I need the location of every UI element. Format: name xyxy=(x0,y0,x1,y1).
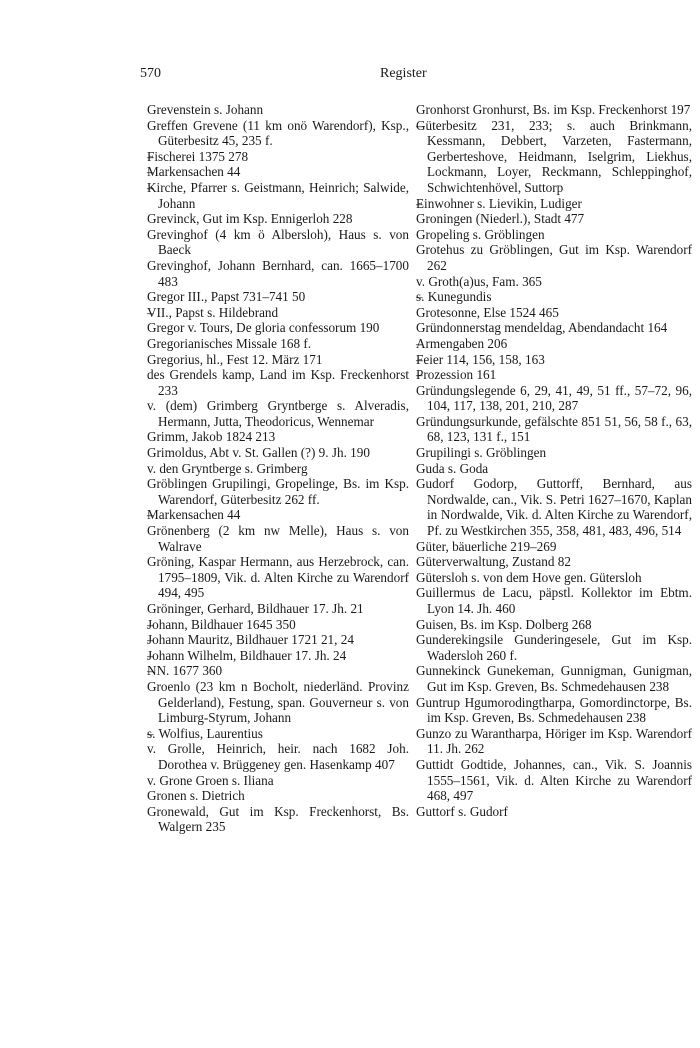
index-subentry: – Armengaben 206 xyxy=(416,336,692,352)
index-entry: Gründonnerstag mendeldag, Abendandacht 164 xyxy=(416,320,668,336)
index-subentry: – Johann Mauritz, Bildhauer 1721 21, 24 xyxy=(147,632,409,648)
index-entry: Gröblingen Grupilingi, Gropelinge, Bs. im Ksp. Warendorf, Güterbesitz 262 ff. xyxy=(147,476,409,507)
index-entry: Gronen s. Dietrich xyxy=(147,788,245,804)
index-entry: Gregor v. Tours, De gloria confessorum 190 xyxy=(147,320,380,336)
index-entry: Gunnekinck Gunekeman, Gunnigman, Gunigman, Gut im Ksp. Greven, Bs. Schmedehausen 238 xyxy=(416,663,692,694)
index-subentry: – Kirche, Pfarrer s. Geistmann, Heinrich; Salwide, Johann xyxy=(147,180,409,211)
index-subentry: – NN. 1677 360 xyxy=(147,663,409,679)
index-entry: Guisen, Bs. im Ksp. Dolberg 268 xyxy=(416,616,592,632)
index-entry: Gronewald, Gut im Ksp. Freckenhorst, Bs. Walgern 235 xyxy=(147,803,409,835)
running-head: Register xyxy=(380,66,427,81)
index-entry: v. Grone Groen s. Iliana xyxy=(147,772,274,788)
index-entry: Groningen (Niederl.), Stadt 477 xyxy=(416,211,585,227)
index-entry: Greffen Grevene (11 km onö Warendorf), Ksp., Güterbesitz 45, 235 f. xyxy=(147,117,409,149)
index-entry: Grimoldus, Abt v. St. Gallen (?) 9. Jh. 190 xyxy=(147,445,370,461)
index-entry: Guillermus de Lacu, päpstl. Kollektor im Ebtm. Lyon 14. Jh. 460 xyxy=(416,585,692,616)
index-entry: v. Groth(a)us, Fam. 365 xyxy=(416,273,542,289)
index-entry: Gregorius, hl., Fest 12. März 171 xyxy=(147,351,323,367)
index-subentry: – Fischerei 1375 278 xyxy=(147,149,409,165)
index-subentry: – VII., Papst s. Hildebrand xyxy=(147,305,409,321)
index-entry: v. den Gryntberge s. Grimberg xyxy=(147,460,308,476)
index-entry: Guttidt Godtide, Johannes, can., Vik. S. Joannis 1555–1561, Vik. d. Alten Kirche zu Warendorf 468, 497 xyxy=(416,756,692,804)
index-subentry: – Prozession 161 xyxy=(416,367,692,383)
index-entry: Groenlo (23 km n Bocholt, niederländ. Provinz Gelderland), Festung, span. Gouverneur s. von Limburg-Styrum, Johann xyxy=(147,678,409,726)
index-entry: Guda s. Goda xyxy=(416,460,489,476)
index-entry: Gröninger, Gerhard, Bildhauer 17. Jh. 21 xyxy=(147,601,364,616)
index-entry: Grevenstein s. Johann xyxy=(147,102,264,117)
index-subentry: – s. Kunegundis xyxy=(416,289,692,305)
index-entry: Grupilingi s. Gröblingen xyxy=(416,445,547,461)
index-entry: Gunderekingsile Gunderingesele, Gut im Ksp. Wadersloh 260 f. xyxy=(416,632,692,663)
index-subentry: – Markensachen 44 xyxy=(147,164,409,180)
index-entry: Güterverwaltung, Zustand 82 xyxy=(416,554,571,570)
index-entry: Grotehus zu Gröblingen, Gut im Ksp. Warendorf 262 xyxy=(416,242,692,273)
page-number: 570 xyxy=(140,66,161,81)
index-entry: Grönenberg (2 km nw Melle), Haus s. von Walrave xyxy=(147,523,409,554)
index-entry: Grotesonne, Else 1524 465 xyxy=(416,304,559,320)
index-entry: Grimm, Jakob 1824 213 xyxy=(147,429,276,445)
index-entry: Gudorf Godorp, Guttorff, Bernhard, aus Nordwalde, can., Vik. S. Petri 1627–1670, Kaplan in Nordwalde, Vik. d. Alten Kirche zu Warendorf, Pf. zu Westkirchen 355, 358, 481, 483, 496, 514 xyxy=(416,476,692,539)
index-entry: Guttorf s. Gudorf xyxy=(416,803,508,819)
index-subentry: – Einwohner s. Lievikin, Ludiger xyxy=(416,196,692,212)
index-subentry: – Markensachen 44 xyxy=(147,507,409,523)
index-entry: Grevinck, Gut im Ksp. Ennigerloh 228 xyxy=(147,211,353,227)
index-entry: v. (dem) Grimberg Gryntberge s. Alveradis, Hermann, Jutta, Theodoricus, Wennemar xyxy=(147,398,409,429)
index-entry: Gunzo zu Warantharpa, Höriger im Ksp. Warendorf 11. Jh. 262 xyxy=(416,725,692,757)
index-subentry: – s. Wolfius, Laurentius xyxy=(147,726,409,742)
index-entry: Güter, bäuerliche 219–269 xyxy=(416,538,557,554)
index-entry: Gregorianisches Missale 168 f. xyxy=(147,335,312,351)
index-column-right xyxy=(416,102,692,819)
index-entry: Gründungslegende 6, 29, 41, 49, 51 ff., 57–72, 96, 104, 117, 138, 201, 210, 287 xyxy=(416,382,692,414)
index-entry: Gropeling s. Gröblingen xyxy=(416,226,545,242)
index-entry: Gründungsurkunde, gefälschte 851 51, 56, 58 f., 63, 68, 123, 131 f., 151 xyxy=(416,413,692,445)
index-entry: Gütersloh s. von dem Hove gen. Gütersloh xyxy=(416,569,642,585)
index-entry: Gregor III., Papst 731–741 50 xyxy=(147,289,306,305)
index-entry: Gröning, Kaspar Hermann, aus Herzebrock, can. 1795–1809, Vik. d. Alten Kirche zu Warendorf 494, 495 xyxy=(147,554,409,601)
index-subentry: – Feier 114, 156, 158, 163 xyxy=(416,352,692,368)
index-column-left xyxy=(147,102,409,835)
index-entry: Guntrup Hgumorodingtharpa, Gomordinctorpe, Bs. im Ksp. Greven, Bs. Schmedehausen 238 xyxy=(416,694,692,726)
index-subentry: – Johann Wilhelm, Bildhauer 17. Jh. 24 xyxy=(147,648,409,664)
index-entry: Grevinghof, Johann Bernhard, can. 1665–1700 483 xyxy=(147,257,409,289)
index-entry: des Grendels kamp, Land im Ksp. Freckenhorst 233 xyxy=(147,367,409,398)
index-entry: Gronhorst Gronhurst, Bs. im Ksp. Freckenhorst 197 xyxy=(416,102,691,117)
index-subentry: – Johann, Bildhauer 1645 350 xyxy=(147,617,409,633)
index-entry: Grevinghof (4 km ö Albersloh), Haus s. von Baeck xyxy=(147,226,409,258)
index-entry: v. Grolle, Heinrich, heir. nach 1682 Joh. Dorothea v. Brüggeney gen. Hasenkamp 407 xyxy=(147,741,409,772)
index-subentry: – Güterbesitz 231, 233; s. auch Brinkmann, Kessmann, Debbert, Varzeten, Fastermann, Gerberteshove, Heidmann, Iselgrim, Liekhus, Lockmann, Loyer, Reckmann, Schleppinghof, Schwichtenhövel, Suttorp xyxy=(416,118,692,196)
